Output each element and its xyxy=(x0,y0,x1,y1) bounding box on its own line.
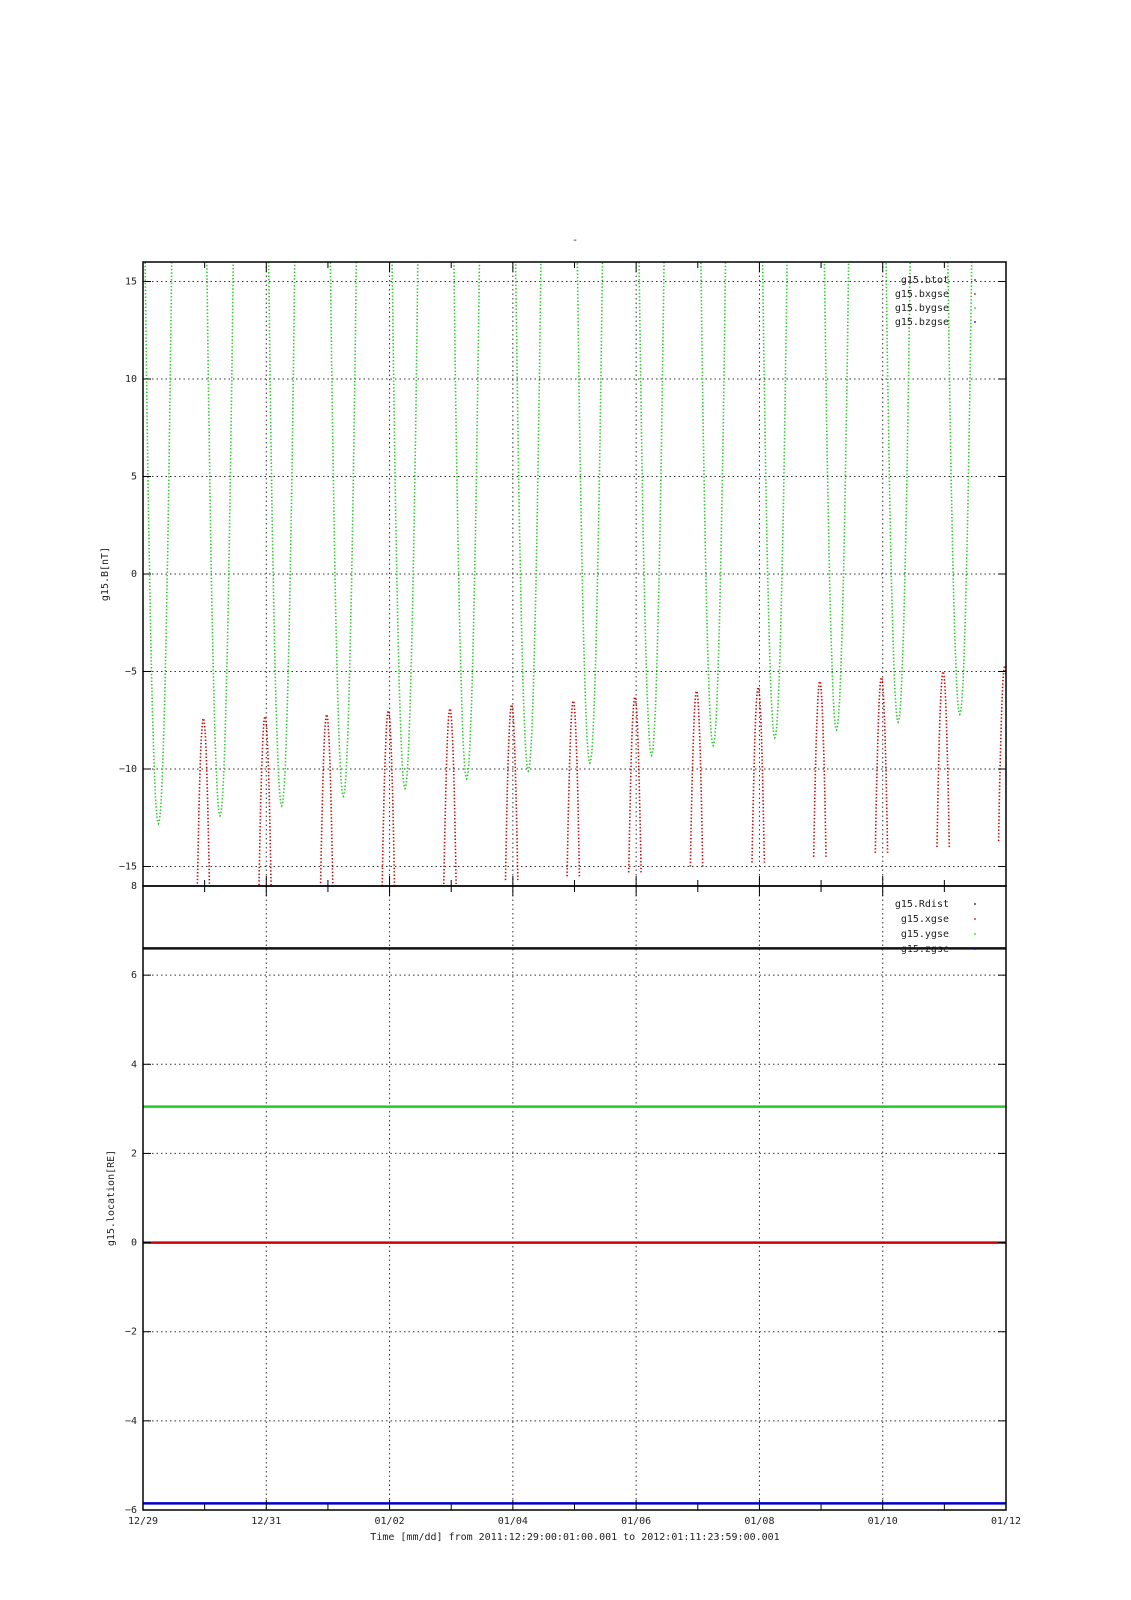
bottom-y-tick-label: −2 xyxy=(124,1326,137,1338)
bygse-series xyxy=(325,0,362,796)
bottom-y-tick-label: 0 xyxy=(130,1237,137,1249)
bygse-series xyxy=(263,0,300,806)
x-tick-label: 01/10 xyxy=(867,1516,898,1527)
top-legend-label: g15.bxgse xyxy=(894,289,949,300)
bxgse-series xyxy=(629,697,641,873)
x-tick-label: 01/08 xyxy=(744,1516,775,1527)
x-tick-label: 01/04 xyxy=(497,1516,528,1527)
top-y-tick-label: −5 xyxy=(124,666,137,678)
bottom-legend-label: g15.xgse xyxy=(900,914,949,925)
bxgse-series xyxy=(506,705,518,881)
bygse-series xyxy=(202,0,239,816)
location-panel xyxy=(106,881,1006,1516)
bxgse-series xyxy=(444,709,456,885)
x-axis-ticks xyxy=(128,262,1021,1527)
bottom-series xyxy=(143,948,1006,1503)
top-y-axis-label: g15.B[nT] xyxy=(100,546,111,602)
top-y-tick-label: 5 xyxy=(130,471,137,483)
bxgse-series xyxy=(875,677,887,853)
bxgse-series xyxy=(567,701,579,877)
bygse-series xyxy=(387,0,424,788)
bottom-y-tick-label: 8 xyxy=(130,881,137,892)
bottom-legend-marker xyxy=(974,918,976,920)
chart-title: - xyxy=(571,235,579,246)
bottom-legend-label: g15.Rdist xyxy=(894,899,949,910)
top-legend-marker xyxy=(974,321,976,323)
bygse-series xyxy=(633,0,670,755)
top-y-tick-label: 15 xyxy=(124,276,137,288)
bottom-y-tick-label: 2 xyxy=(130,1148,137,1160)
x-tick-label: 01/02 xyxy=(374,1516,405,1527)
bottom-y-tick-label: −4 xyxy=(124,1415,137,1427)
top-legend xyxy=(895,275,976,328)
bottom-legend-marker xyxy=(974,903,976,905)
bygse-series xyxy=(695,0,732,746)
x-axis-label: Time [mm/dd] from 2011:12:29:00:01:00.001 to 2012:01:11:23:59:00.001 xyxy=(370,1532,780,1543)
top-y-tick-label: −10 xyxy=(118,764,137,775)
bottom-y-tick-label: 4 xyxy=(130,1059,137,1071)
bygse-series xyxy=(510,0,547,771)
top-legend-label: g15.btot xyxy=(900,275,949,286)
bxgse-series xyxy=(382,711,394,887)
bottom-y-ticks xyxy=(125,881,1006,1516)
bottom-plot-frame xyxy=(143,886,1006,1510)
bxgse-series xyxy=(321,714,333,890)
top-legend-label: g15.bzgse xyxy=(894,317,949,328)
bottom-y-tick-label: 6 xyxy=(130,970,137,982)
top-legend-label: g15.bygse xyxy=(894,303,949,314)
x-tick-label: 01/12 xyxy=(990,1516,1022,1527)
bygse-series xyxy=(571,0,608,763)
x-tick-label: 01/06 xyxy=(621,1516,652,1527)
bygse-series xyxy=(140,0,177,824)
top-y-tick-label: −15 xyxy=(118,861,137,873)
bxgse-series xyxy=(259,716,271,892)
bottom-grid xyxy=(143,886,1006,1510)
bottom-legend-marker xyxy=(974,948,976,950)
bxgse-series xyxy=(999,666,1011,842)
top-y-tick-label: 10 xyxy=(124,374,137,385)
bxgse-series xyxy=(814,681,826,857)
x-tick-label: 12/29 xyxy=(127,1516,159,1527)
bottom-legend xyxy=(895,899,976,955)
bottom-legend-marker xyxy=(974,933,976,935)
top-legend-marker xyxy=(974,293,976,295)
bottom-y-axis-label: g15.location[RE] xyxy=(106,1149,117,1247)
magnetic-field-panel xyxy=(100,0,1011,894)
bottom-y-tick-label: −6 xyxy=(124,1505,137,1516)
bottom-legend-label: g15.ygse xyxy=(900,929,949,940)
top-legend-marker xyxy=(974,307,976,309)
bottom-legend-label: g15.zgse xyxy=(900,944,949,955)
bygse-series xyxy=(818,0,855,730)
bygse-series xyxy=(448,0,485,779)
bygse-series xyxy=(941,0,978,714)
bxgse-series xyxy=(937,672,949,848)
bygse-series xyxy=(880,0,917,722)
x-tick-label: 12/31 xyxy=(251,1516,282,1527)
top-legend-marker xyxy=(974,279,976,281)
bxgse-series xyxy=(752,687,764,863)
top-grid xyxy=(143,262,1006,886)
top-y-tick-label: 0 xyxy=(130,569,137,580)
top-series xyxy=(140,0,1011,894)
bygse-series xyxy=(756,0,793,738)
bxgse-series xyxy=(690,691,702,867)
bxgse-series xyxy=(197,718,209,894)
